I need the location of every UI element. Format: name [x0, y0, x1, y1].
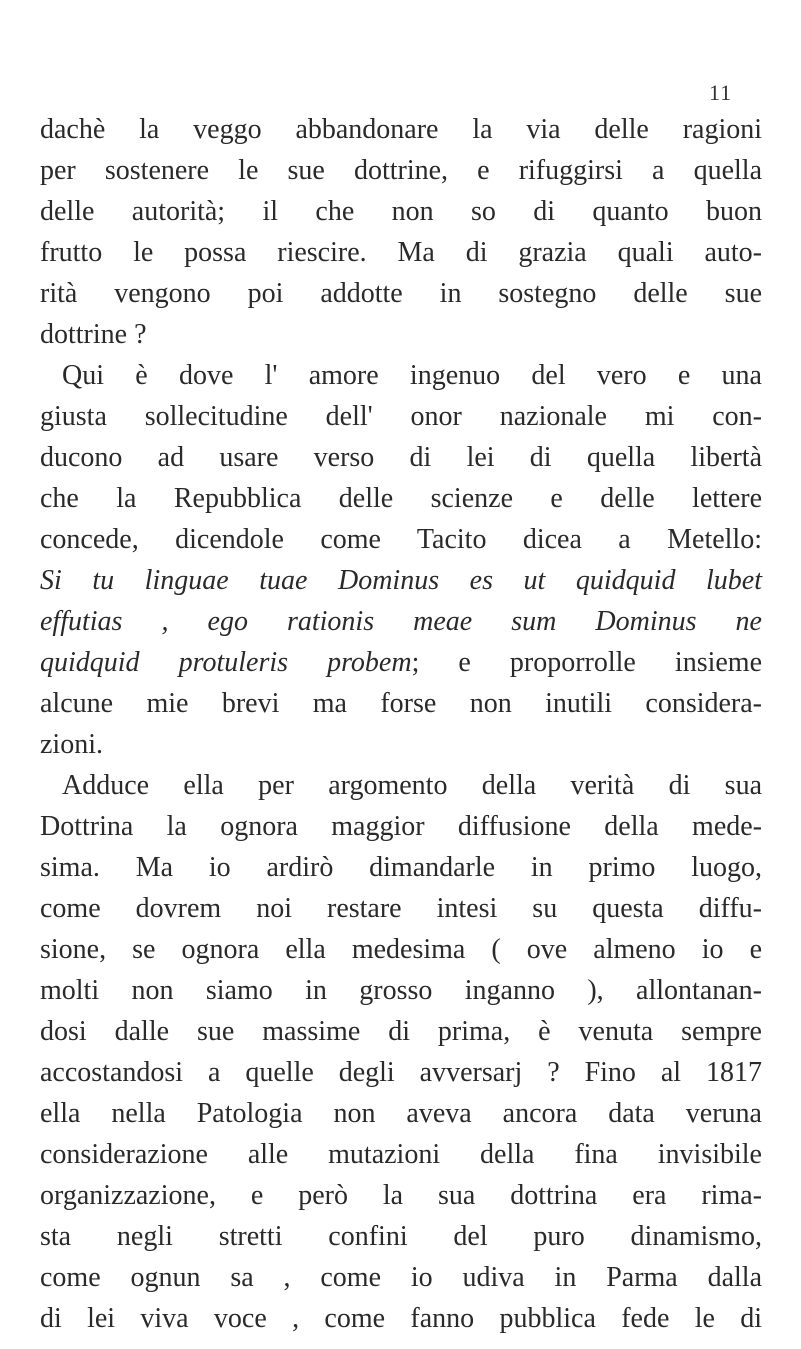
- text-line: organizzazione, e però la sua dottrina era rima-: [40, 1180, 762, 1211]
- mixed-text-line: [40, 643, 762, 683]
- text-line: sta negli stretti confini del puro dinamismo,: [40, 1221, 762, 1252]
- text-line: di lei viva voce , come fanno pubblica fede le di: [40, 1303, 762, 1334]
- text-line: accostandosi a quelle degli avversarj ? Fino al 1817: [40, 1057, 762, 1088]
- text-line: concede, dicendole come Tacito dicea a Metello:: [40, 524, 762, 555]
- text-line: ducono ad usare verso di lei di quella libertà: [40, 442, 762, 473]
- text-line: come dovrem noi restare intesi su questa diffu-: [40, 893, 762, 924]
- latin-quote-text: quidquid protuleris probem: [40, 647, 412, 678]
- italian-text: ; e proporrolle insieme: [411, 647, 762, 678]
- latin-quote-line: [40, 602, 762, 642]
- text-line: Dottrina la ognora maggior diffusione della mede-: [40, 811, 762, 842]
- latin-quote-line: Si tu linguae tuae Dominus es ut quidquid lubet: [40, 565, 762, 596]
- latin-quote-text: effutias , ego rationis meae sum Dominus ne: [40, 606, 762, 637]
- text-line: zioni.: [40, 729, 103, 760]
- text-line: frutto le possa riescire. Ma di grazia quali auto-: [40, 237, 762, 268]
- text-line: giusta sollecitudine dell' onor nazionale mi con-: [40, 401, 762, 432]
- text-line: dachè la veggo abbandonare la via delle ragioni: [40, 114, 762, 145]
- text-line: che la Repubblica delle scienze e delle lettere: [40, 483, 762, 514]
- text-line: sione, se ognora ella medesima ( ove almeno io e: [40, 934, 762, 965]
- text-line: dottrine ?: [40, 319, 147, 350]
- text-line: Adduce ella per argomento della verità di sua: [62, 770, 762, 801]
- text-line: molti non siamo in grosso inganno ), allontanan-: [40, 975, 762, 1006]
- page-number: 11: [709, 80, 733, 105]
- text-line: Qui è dove l' amore ingenuo del vero e una: [62, 360, 762, 391]
- text-line: per sostenere le sue dottrine, e rifuggirsi a quella: [40, 155, 762, 186]
- text-line: alcune mie brevi ma forse non inutili considera-: [40, 688, 762, 719]
- text-line: dosi dalle sue massime di prima, è venuta sempre: [40, 1016, 762, 1047]
- text-line: rità vengono poi addotte in sostegno delle sue: [40, 278, 762, 309]
- text-line: considerazione alle mutazioni della fina invisibile: [40, 1139, 762, 1170]
- text-line: sima. Ma io ardirò dimandarle in primo luogo,: [40, 852, 762, 883]
- text-line: ella nella Patologia non aveva ancora data veruna: [40, 1098, 762, 1129]
- text-line: come ognun sa , come io udiva in Parma dalla: [40, 1262, 762, 1293]
- text-line: delle autorità; il che non so di quanto buon: [40, 196, 762, 227]
